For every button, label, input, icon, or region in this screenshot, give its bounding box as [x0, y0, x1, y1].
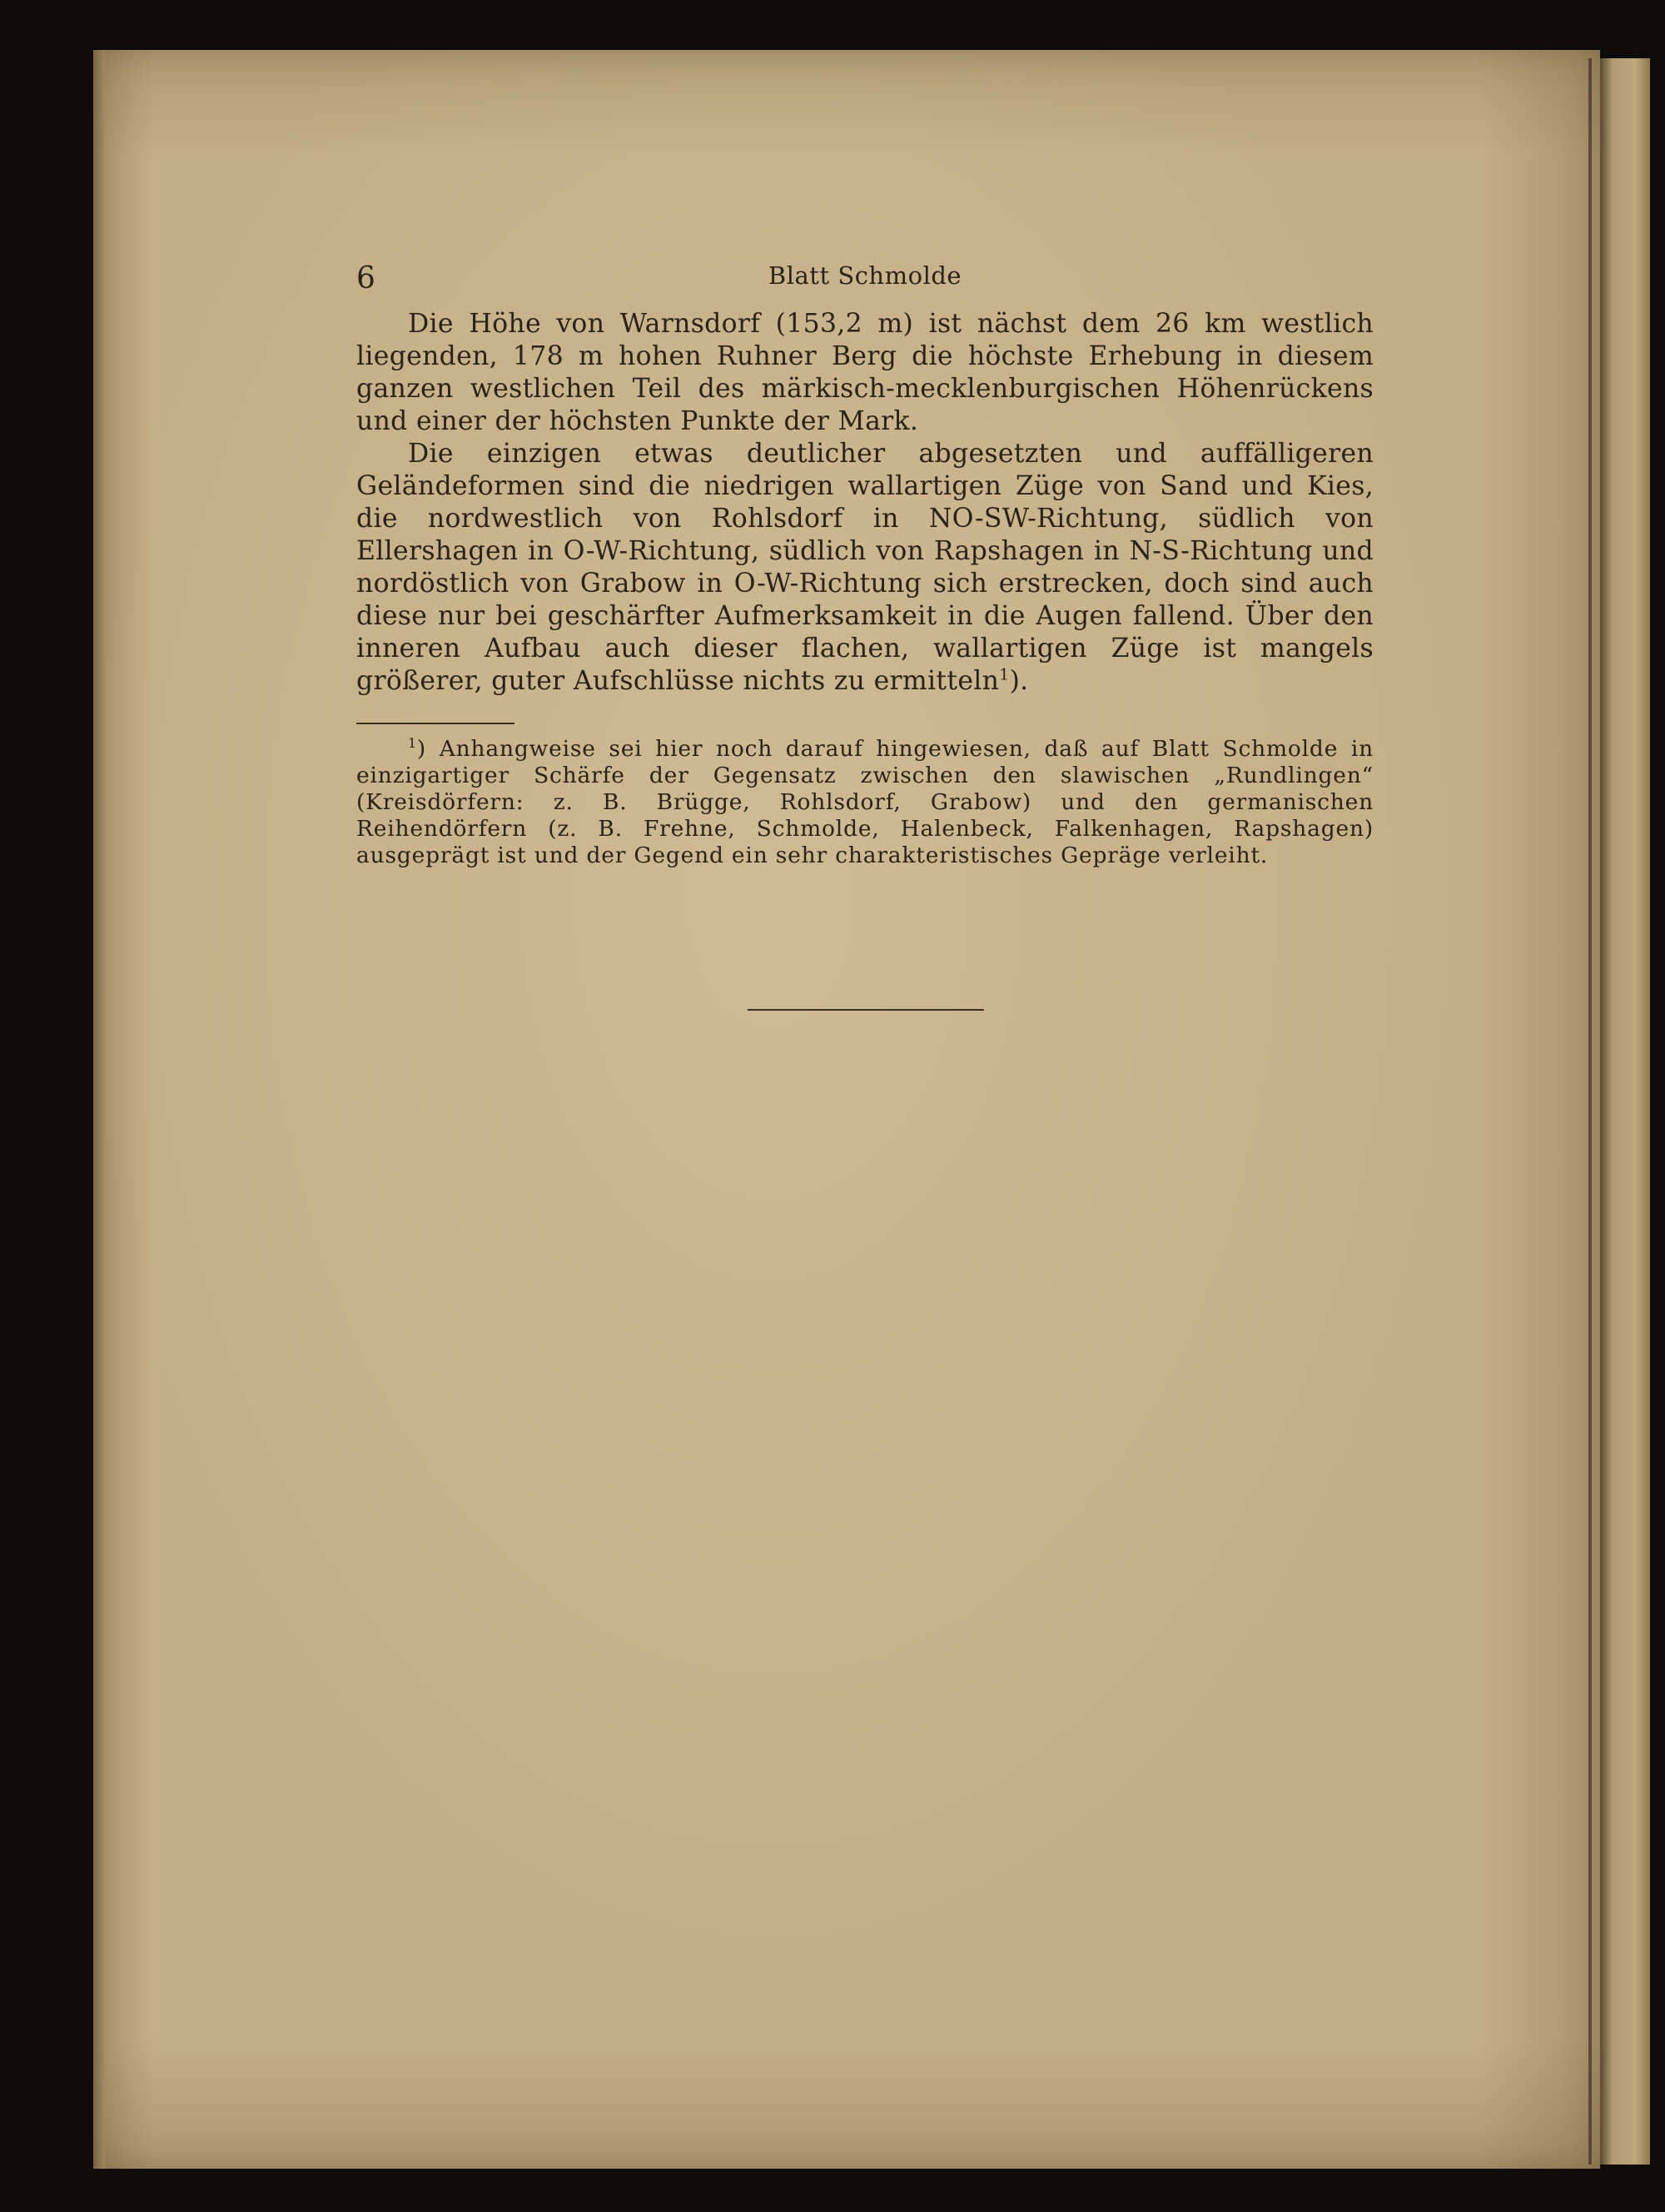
paragraph-1: Die Höhe von Warnsdorf (153,2 m) ist nächst dem 26 km westlich liegenden, 178 m hohen Ruhner Berg die höchste Erhebung in diesem ganzen westlichen Teil des märkisch-mecklenburgischen Höhenrückens und einer der höchsten Punkte der Mark.	[356, 309, 1374, 436]
section-end-rule	[748, 1009, 984, 1011]
facing-page-edge	[1600, 58, 1650, 2165]
running-head: Blatt Schmolde	[768, 261, 962, 290]
paragraph-2-end: ).	[1009, 666, 1029, 696]
page-header	[356, 250, 1374, 308]
page-content	[356, 250, 1374, 869]
footnote-separator	[356, 723, 514, 724]
footnote-text	[356, 736, 1374, 869]
book-gutter	[1588, 58, 1592, 2165]
page-left-edge	[93, 50, 105, 2169]
footnote-marker-close: )	[416, 736, 427, 762]
page-number: 6	[356, 261, 375, 296]
footnote-marker: 1	[408, 735, 417, 752]
paragraph-2-text: Die einzigen etwas deutlicher abgesetzten und auffälligeren Geländeformen sind die niedrigen wallartigen Züge von Sand und Kies, die nordwestlich von Rohlsdorf in NO-SW-Richtung, südlich von Ellershagen in O-W-Richtung, südlich von Rapshagen in N-S-Richtung und nordöstlich von Grabow in O-W-Richtung sich erstrecken, doch sind auch diese nur bei geschärfter Aufmerksamkeit in die Augen fallend. Über den inneren Aufbau auch dieser flachen, wallartigen Züge ist mangels größerer, guter Aufschlüsse nichts zu ermitteln	[356, 439, 1374, 696]
body-text	[356, 308, 1374, 698]
paragraph-2	[356, 438, 1374, 698]
footnote	[356, 736, 1374, 869]
footnote-reference: 1	[999, 665, 1010, 684]
footnote-body: Anhangweise sei hier noch darauf hingewiesen, daß auf Blatt Schmolde in einzigartiger Schärfe der Gegensatz zwischen den slawischen „Rundlingen“ (Kreisdörfern: z. B. Brügge, Rohlsdorf, Grabow) und den germanischen Reihendörfern (z. B. Frehne, Schmolde, Halenbeck, Falkenhagen, Rapshagen) ausgeprägt ist und der Gegend ein sehr charakteristisches Gepräge verleiht.	[356, 736, 1374, 868]
